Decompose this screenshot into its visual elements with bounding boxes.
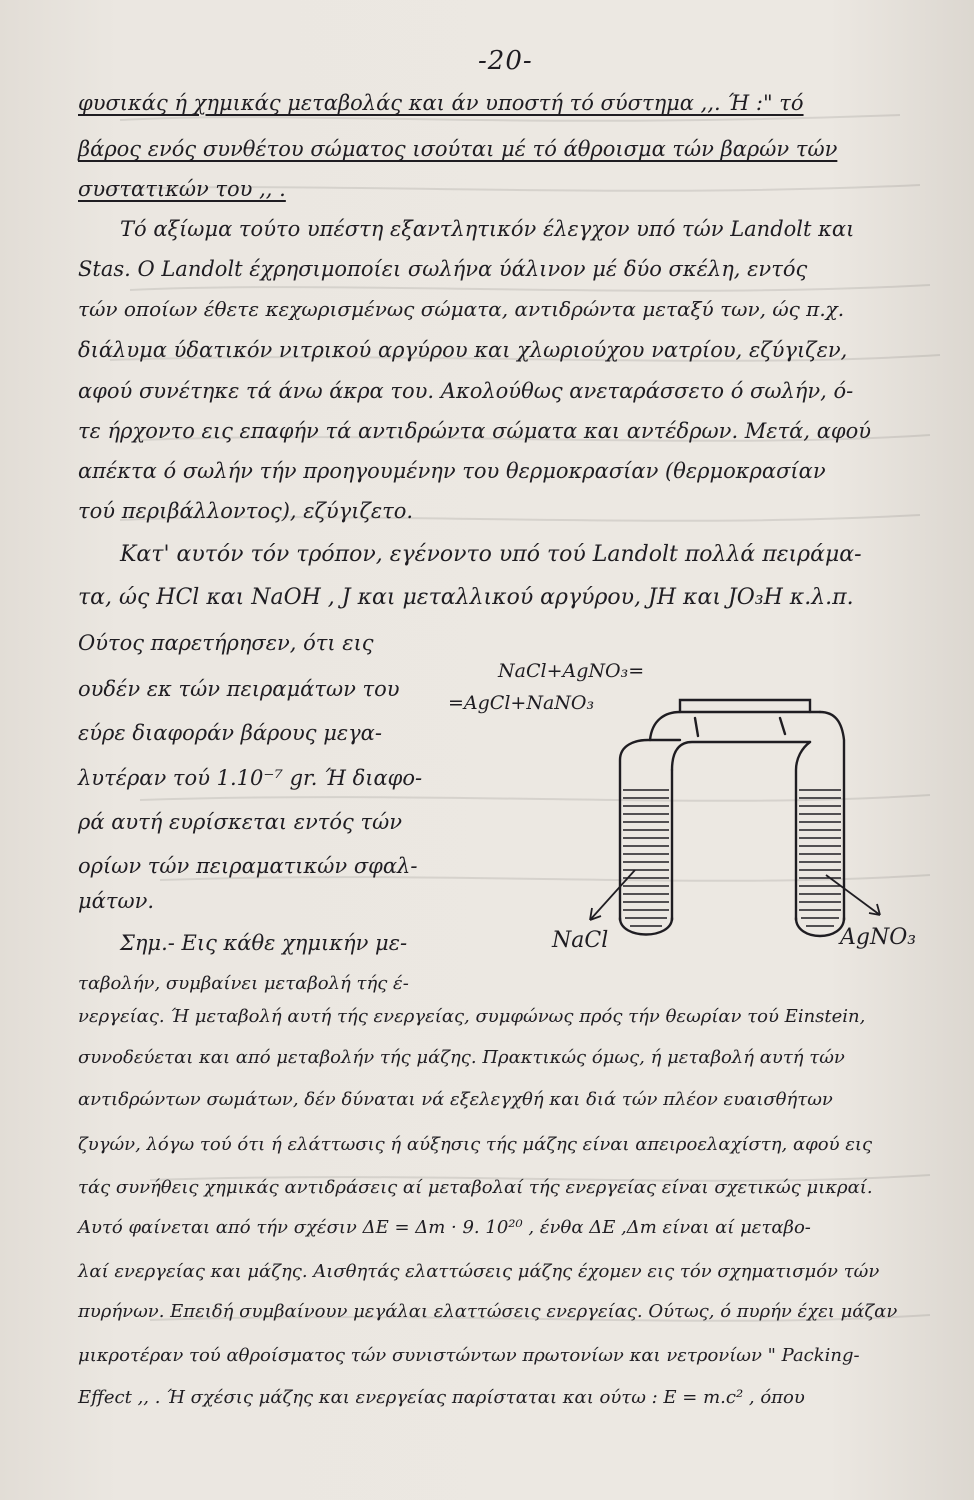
text-line-13: τα, ώς HCl και NaOH , J και μεταλλικού αργύρου, JH και JO₃H κ.λ.π. bbox=[78, 585, 854, 610]
text-line-1: φυσικάς ή χημικάς μεταβολάς και άν υποστή τό σύστημα ,,. Ή :" τό bbox=[78, 91, 804, 115]
text-line-7: διάλυμα ύδατικόν νιτρικού αργύρου και χλωριούχου νατρίου, εζύγιζεν, bbox=[78, 338, 848, 362]
text-line-20: μάτων. bbox=[78, 889, 155, 913]
text-line-29: λαί ενεργείας και μάζης. Αισθητάς ελαττώσεις μάζης έχομεν εις τόν σχηματισμόν τών bbox=[78, 1261, 880, 1282]
text-line-26: ζυγών, λόγω τού ότι ή ελάττωσις ή αύξησις τής μάζης είναι απειροελαχίστη, αφού εις bbox=[78, 1134, 873, 1155]
text-line-25: αντιδρώντων σωμάτων, δέν δύναται νά εξελεγχθή και διά τών πλέον ευαισθήτων bbox=[78, 1089, 833, 1110]
text-line-27: τάς συνήθεις χημικάς αντιδράσεις αί μεταβολαί τής ενεργείας είναι σχετικώς μικραί. bbox=[78, 1177, 873, 1198]
reaction-equation-line-2: =AgCl+NaNO₃ bbox=[448, 692, 595, 714]
text-line-28: Αυτό φαίνεται από τήν σχέσιν ΔΕ = Δm · 9. 10²⁰ , ένθα ΔΕ ,Δm είναι αί μεταβο- bbox=[78, 1217, 811, 1238]
text-line-6: τών οποίων έθετε κεχωρισμένως σώματα, αντιδρώντα μεταξύ των, ώς π.χ. bbox=[78, 297, 845, 321]
text-line-15: ουδέν εκ τών πειραμάτων του bbox=[78, 677, 400, 701]
text-line-17: λυτέραν τού 1.10⁻⁷ gr. Ή διαφο- bbox=[78, 766, 423, 790]
text-line-18: ρά αυτή ευρίσκεται εντός τών bbox=[78, 810, 402, 834]
landolt-tube-drawing bbox=[580, 650, 940, 940]
text-line-19: ορίων τών πειραματικών σφαλ- bbox=[78, 854, 418, 878]
page-number: -20- bbox=[478, 46, 533, 76]
text-line-23: νεργείας. Ή μεταβολή αυτή τής ενεργείας, συμφώνως πρός τήν θεωρίαν τού Einstein, bbox=[78, 1006, 866, 1027]
text-line-12: Κατ' αυτόν τόν τρόπον, εγένοντο υπό τού Landolt πολλά πειράμα- bbox=[120, 542, 862, 567]
apparatus-label-left: NaCl bbox=[552, 928, 609, 953]
text-line-4: Τό αξίωμα τούτο υπέστη εξαντλητικόν έλεγχον υπό τών Landolt και bbox=[120, 217, 855, 241]
apparatus-label-right: AgNO₃ bbox=[840, 925, 917, 950]
text-line-9: τε ήρχοντο εις επαφήν τά αντιδρώντα σώματα και αντέδρων. Μετά, αφού bbox=[78, 419, 872, 443]
text-line-31: μικροτέραν τού αθροίσματος τών συνιστώντων πρωτονίων και νετρονίων " Packing- bbox=[78, 1345, 860, 1366]
text-line-2: βάρος ενός συνθέτου σώματος ισούται μέ τό άθροισμα τών βαρών τών bbox=[78, 137, 838, 161]
text-line-3: συστατικών του ,, . bbox=[78, 177, 286, 201]
text-line-10: απέκτα ό σωλήν τήν προηγουμένην του θερμοκρασίαν (θερμοκρασίαν bbox=[78, 459, 826, 483]
text-line-5: Stas. Ο Landolt έχρησιμοποίει σωλήνα ύάλινον μέ δύο σκέλη, εντός bbox=[78, 257, 808, 281]
reaction-equation-line-1: NaCl+AgNO₃= bbox=[498, 660, 645, 682]
text-line-8: αφού συνέτηκε τά άνω άκρα του. Ακολούθως ανεταράσσετο ό σωλήν, ό- bbox=[78, 379, 854, 403]
text-line-32: Effect ,, . Ή σχέσις μάζης και ενεργείας παρίσταται και ούτω : E = m.c² , όπου bbox=[78, 1387, 805, 1408]
text-line-22: ταβολήν, συμβαίνει μεταβολή τής έ- bbox=[78, 973, 409, 994]
text-line-24: συνοδεύεται και από μεταβολήν τής μάζης. Πρακτικώς όμως, ή μεταβολή αυτή τών bbox=[78, 1047, 845, 1068]
text-line-30: πυρήνων. Επειδή συμβαίνουν μεγάλαι ελαττώσεις ενεργείας. Ούτως, ό πυρήν έχει μάζαν bbox=[78, 1301, 898, 1322]
text-line-21: Σημ.- Εις κάθε χημικήν με- bbox=[120, 931, 408, 955]
text-line-16: εύρε διαφοράν βάρους μεγα- bbox=[78, 721, 382, 745]
text-line-14: Ούτος παρετήρησεν, ότι εις bbox=[78, 631, 374, 655]
text-line-11: τού περιβάλλοντος), εζύγιζετο. bbox=[78, 499, 414, 523]
